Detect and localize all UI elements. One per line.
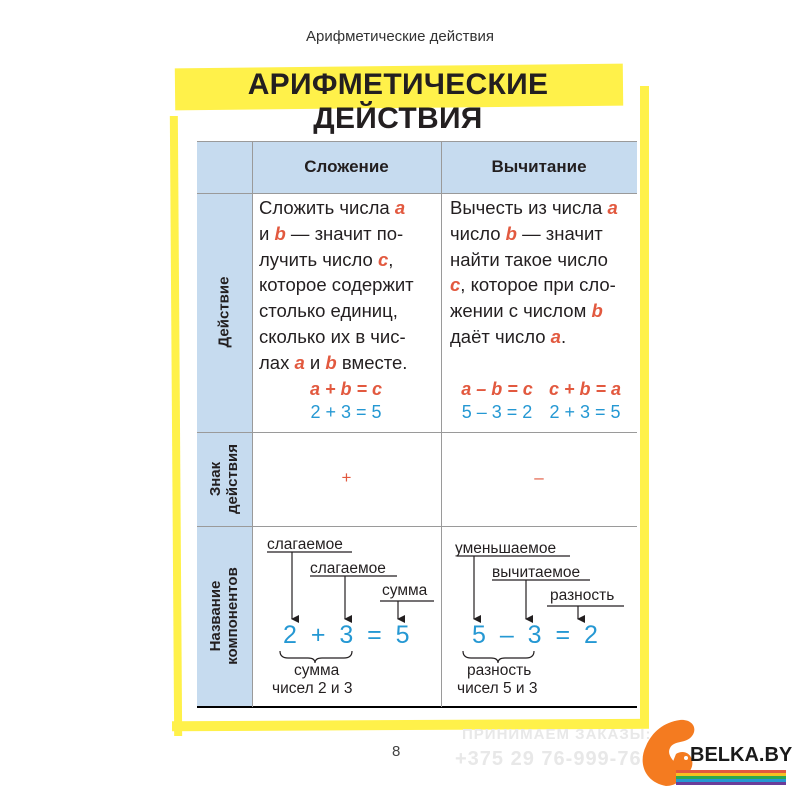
- sign-minus: –: [534, 468, 544, 487]
- grid-line: [197, 432, 637, 433]
- running-head: Арифметические действия: [306, 28, 494, 45]
- frame-left-stroke: [170, 116, 182, 736]
- addition-formula-letters: a + b = c: [309, 379, 383, 399]
- row-label-sign-line2: действия: [224, 444, 241, 514]
- column-header-subtraction: Вычитание: [491, 157, 587, 176]
- page-title: АРИФМЕТИЧЕСКИЕ ДЕЙСТВИЯ: [247, 68, 549, 135]
- sign-plus: +: [341, 468, 352, 487]
- label-sum: сумма: [382, 582, 428, 599]
- label-sum-brace-1: сумма: [294, 662, 340, 679]
- grid-line: [197, 193, 637, 194]
- subtraction-formula-numbers-2: 2 + 3 = 5: [549, 402, 621, 422]
- subtraction-equation: 5 – 3 = 2: [472, 621, 598, 649]
- addition-equation: 2 + 3 = 5: [283, 621, 410, 649]
- column-header-addition: Сложение: [304, 157, 389, 176]
- label-sum-brace-2: чисел 2 и 3: [272, 680, 353, 697]
- row-label-components: [207, 567, 241, 665]
- subtraction-definition: Вычесть из числа a число b — значит найти такое число c, которое при сло- жении с числом b даёт число a.: [450, 197, 618, 347]
- row-label-action: Действие: [215, 276, 233, 348]
- label-difference-brace-2: чисел 5 и 3: [457, 680, 538, 697]
- subtraction-formula-letters-1: a – b = c: [461, 379, 533, 399]
- frame-right-stroke: [640, 86, 649, 726]
- row-label-sign: [207, 444, 241, 514]
- addition-definition: Сложить числа a и b — значит по- лучить число c, которое содержит столько единиц, сколько их в чис- лах a и b вместе.: [259, 197, 414, 373]
- logo-stripe: [676, 782, 786, 785]
- page-number: 8: [392, 743, 401, 760]
- label-addend-2: слагаемое: [310, 560, 386, 577]
- watermark-phone: +375 29 76-999-76: [455, 748, 642, 770]
- logo-text: BELKA.BY: [690, 744, 793, 766]
- label-minuend: уменьшаемое: [455, 540, 557, 557]
- addition-formula-numbers: 2 + 3 = 5: [310, 402, 382, 422]
- row-label-sign-line1: Знак: [207, 461, 224, 497]
- label-difference-brace-1: разность: [467, 662, 532, 679]
- row-label-components-line1: Название: [207, 580, 224, 652]
- subtraction-formula-letters-2: c + b = a: [548, 379, 622, 399]
- subtraction-formula-numbers-1: 5 – 3 = 2: [461, 402, 533, 422]
- label-addend-1: слагаемое: [267, 536, 343, 553]
- label-difference: разность: [550, 587, 615, 604]
- row-label-components-line2: компонентов: [224, 567, 241, 665]
- watermark-order-text: ПРИНИМАЕМ ЗАКАЗЫ:: [462, 726, 652, 743]
- table-bottom-border: [197, 706, 637, 708]
- label-subtrahend: вычитаемое: [492, 564, 581, 581]
